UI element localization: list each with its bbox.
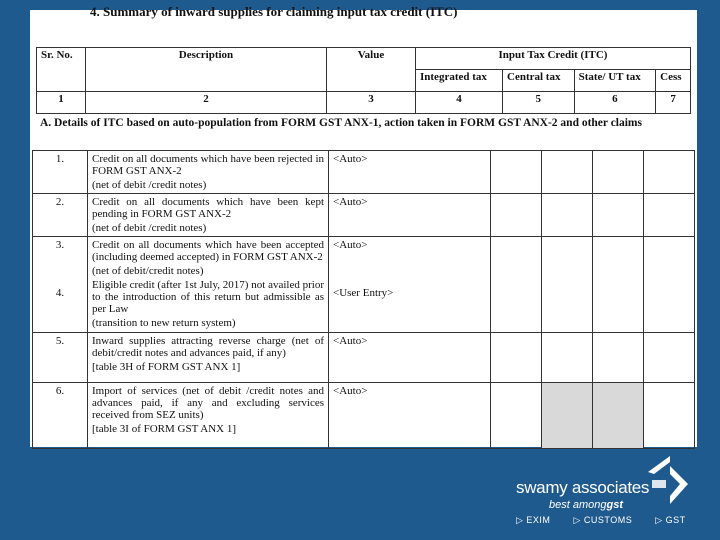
company-logo <box>516 458 716 533</box>
itc-table <box>32 150 695 449</box>
header-itc: Input Tax Credit (ITC) <box>416 48 691 70</box>
col-number: 6 <box>574 92 656 114</box>
col-number: 2 <box>86 92 327 114</box>
row-value: <Auto> <User Entry> <box>329 237 491 333</box>
header-central-tax: Central tax <box>503 70 575 92</box>
row-description: Credit on all documents which have been accepted (including deemed accepted) in FORM GST ANX-2 (net of debit/credit notes) Eligible credit (after 1st July, 2017) not availed prior to the introduction of this return but admissible as per Law (transition to new return system) <box>88 237 329 333</box>
cell-state-tax <box>593 237 644 333</box>
tagline: best amonggst <box>549 499 623 511</box>
header-table <box>36 47 691 114</box>
cell-cess <box>644 237 695 333</box>
row-description: Credit on all documents which have been kept pending in FORM GST ANX-2 (net of debit /credit notes) <box>88 194 329 237</box>
cell-cess <box>644 383 695 449</box>
row-description: Inward supplies attracting reverse charge (net of debit/credit notes and advances paid, if any) [table 3H of FORM GST ANX 1] <box>88 333 329 383</box>
cell-central-tax-disabled <box>542 383 593 449</box>
table-row <box>33 237 695 333</box>
cell-integrated-tax <box>491 237 542 333</box>
row-value: <Auto> <box>329 194 491 237</box>
cell-central-tax <box>542 333 593 383</box>
col-number: 5 <box>503 92 575 114</box>
service-exim: ▷ EXIM <box>516 515 551 525</box>
cell-central-tax <box>542 237 593 333</box>
cell-state-tax-disabled <box>593 383 644 449</box>
header-sr-no: Sr. No. <box>37 48 86 92</box>
row-value: <User Entry> <box>333 287 394 299</box>
row-value: <Auto> <box>329 333 491 383</box>
col-number: 1 <box>37 92 86 114</box>
cell-cess <box>644 194 695 237</box>
cell-central-tax <box>542 151 593 194</box>
row-number: 6. <box>33 383 88 449</box>
cell-cess <box>644 151 695 194</box>
cell-integrated-tax <box>491 383 542 449</box>
cell-integrated-tax <box>491 333 542 383</box>
section-a-heading: A. Details of ITC based on auto-population from FORM GST ANX-1, action taken in FORM GST ANX-2 and other claims <box>40 117 642 129</box>
table-row <box>33 194 695 237</box>
row-number: 2. <box>33 194 88 237</box>
row-description: Eligible credit (after 1st July, 2017) not availed prior to the introduction of this return but admissible as per Law <box>92 279 324 315</box>
table-row <box>33 333 695 383</box>
row-number: 1. <box>33 151 88 194</box>
cell-central-tax <box>542 194 593 237</box>
cell-cess <box>644 333 695 383</box>
cell-integrated-tax <box>491 151 542 194</box>
header-cess: Cess <box>656 70 691 92</box>
col-number: 3 <box>327 92 416 114</box>
header-value: Value <box>327 48 416 92</box>
cell-integrated-tax <box>491 194 542 237</box>
services-list <box>516 515 706 526</box>
cell-state-tax <box>593 333 644 383</box>
cell-state-tax <box>593 194 644 237</box>
table-row <box>33 383 695 449</box>
row-number: 4. <box>55 287 65 299</box>
row-number: 3. 4. <box>33 237 88 333</box>
col-number: 7 <box>656 92 691 114</box>
col-number: 4 <box>416 92 503 114</box>
row-description: Import of services (net of debit /credit notes and advances paid, if any and excluding services received from SEZ units) [table 3I of FORM GST ANX 1] <box>88 383 329 449</box>
header-state-tax: State/ UT tax <box>574 70 656 92</box>
service-gst: ▷ GST <box>655 515 686 525</box>
table-row <box>33 151 695 194</box>
brand-name: swamy associates <box>516 478 650 497</box>
row-description: Credit on all documents which have been rejected in FORM GST ANX-2 (net of debit /credit notes) <box>88 151 329 194</box>
row-value: <Auto> <box>329 383 491 449</box>
section-title: 4. Summary of inward supplies for claiming input tax credit (ITC) <box>90 4 458 19</box>
row-number: 5. <box>33 333 88 383</box>
header-integrated-tax: Integrated tax <box>416 70 503 92</box>
row-value: <Auto> <box>329 151 491 194</box>
cell-state-tax <box>593 151 644 194</box>
header-description: Description <box>86 48 327 92</box>
service-customs: ▷ CUSTOMS <box>573 515 633 525</box>
